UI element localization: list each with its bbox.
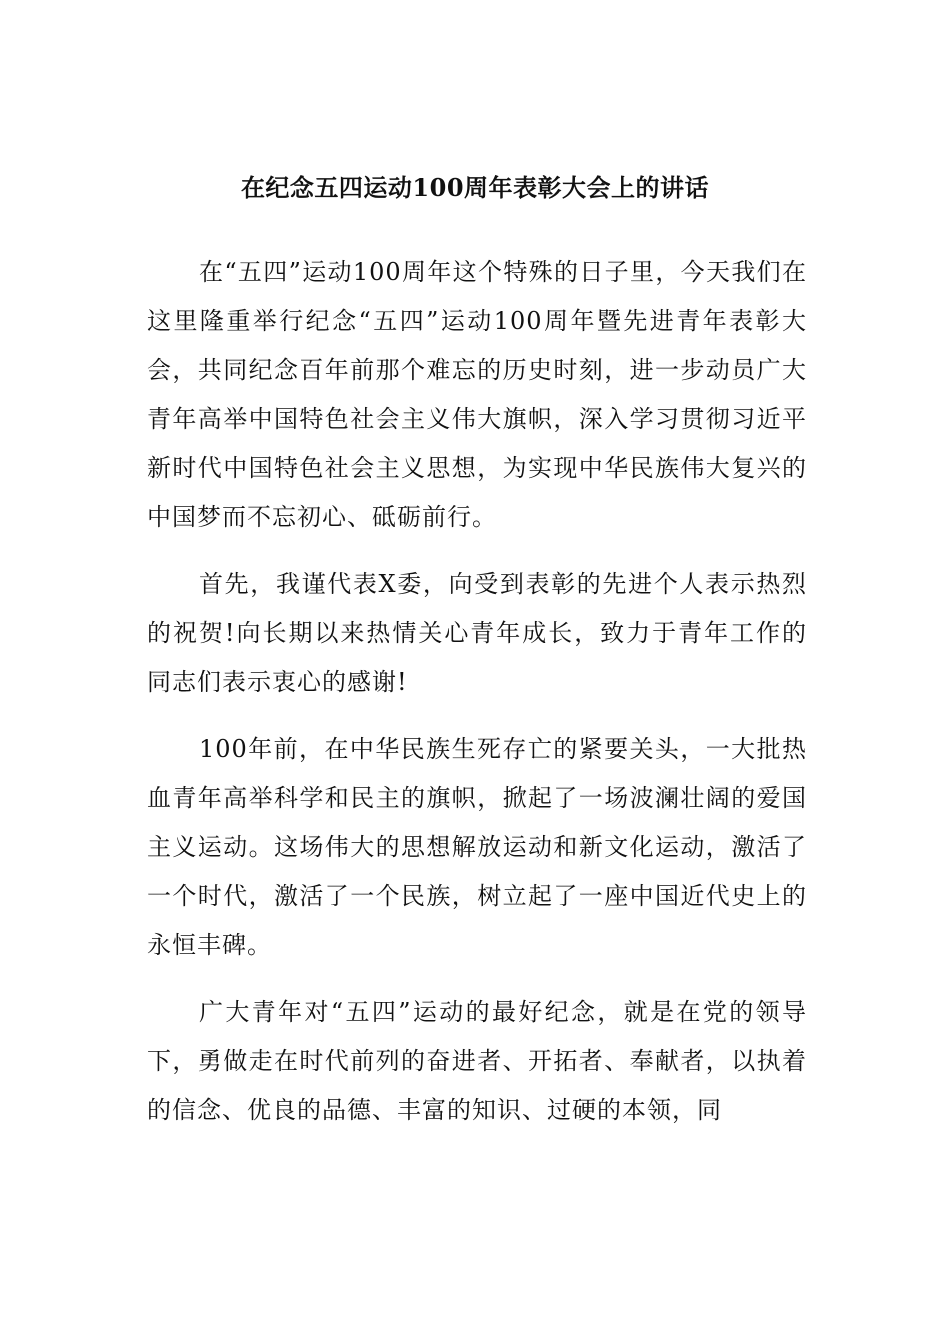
document-body: [147, 248, 807, 1153]
document-title: 在纪念五四运动100周年表彰大会上的讲话: [240, 173, 710, 202]
paragraph-3: 100年前，在中华民族生死存亡的紧要关头，一大批热血青年高举科学和民主的旗帜，掀起了一场波澜壮阔的爱国主义运动。这场伟大的思想解放运动和新文化运动，激活了一个时代，激活了一个民族，树立起了一座中国近代史上的永恒丰碑。: [147, 735, 807, 959]
paragraph-4: 广大青年对“五四”运动的最好纪念，就是在党的领导下，勇做走在时代前列的奋进者、开拓者、奉献者，以执着的信念、优良的品德、丰富的知识、过硬的本领，同: [147, 998, 807, 1124]
paragraph-2: 首先，我谨代表X委，向受到表彰的先进个人表示热烈的祝贺!向长期以来热情关心青年成长，致力于青年工作的同志们表示衷心的感谢!: [147, 570, 807, 696]
paragraph-1: 在“五四”运动100周年这个特殊的日子里，今天我们在这里隆重举行纪念“五四”运动100周年暨先进青年表彰大会，共同纪念百年前那个难忘的历史时刻，进一步动员广大青年高举中国特色社会主义伟大旗帜，深入学习贯彻习近平新时代中国特色社会主义思想，为实现中华民族伟大复兴的中国梦而不忘初心、砥砺前行。: [147, 258, 807, 531]
